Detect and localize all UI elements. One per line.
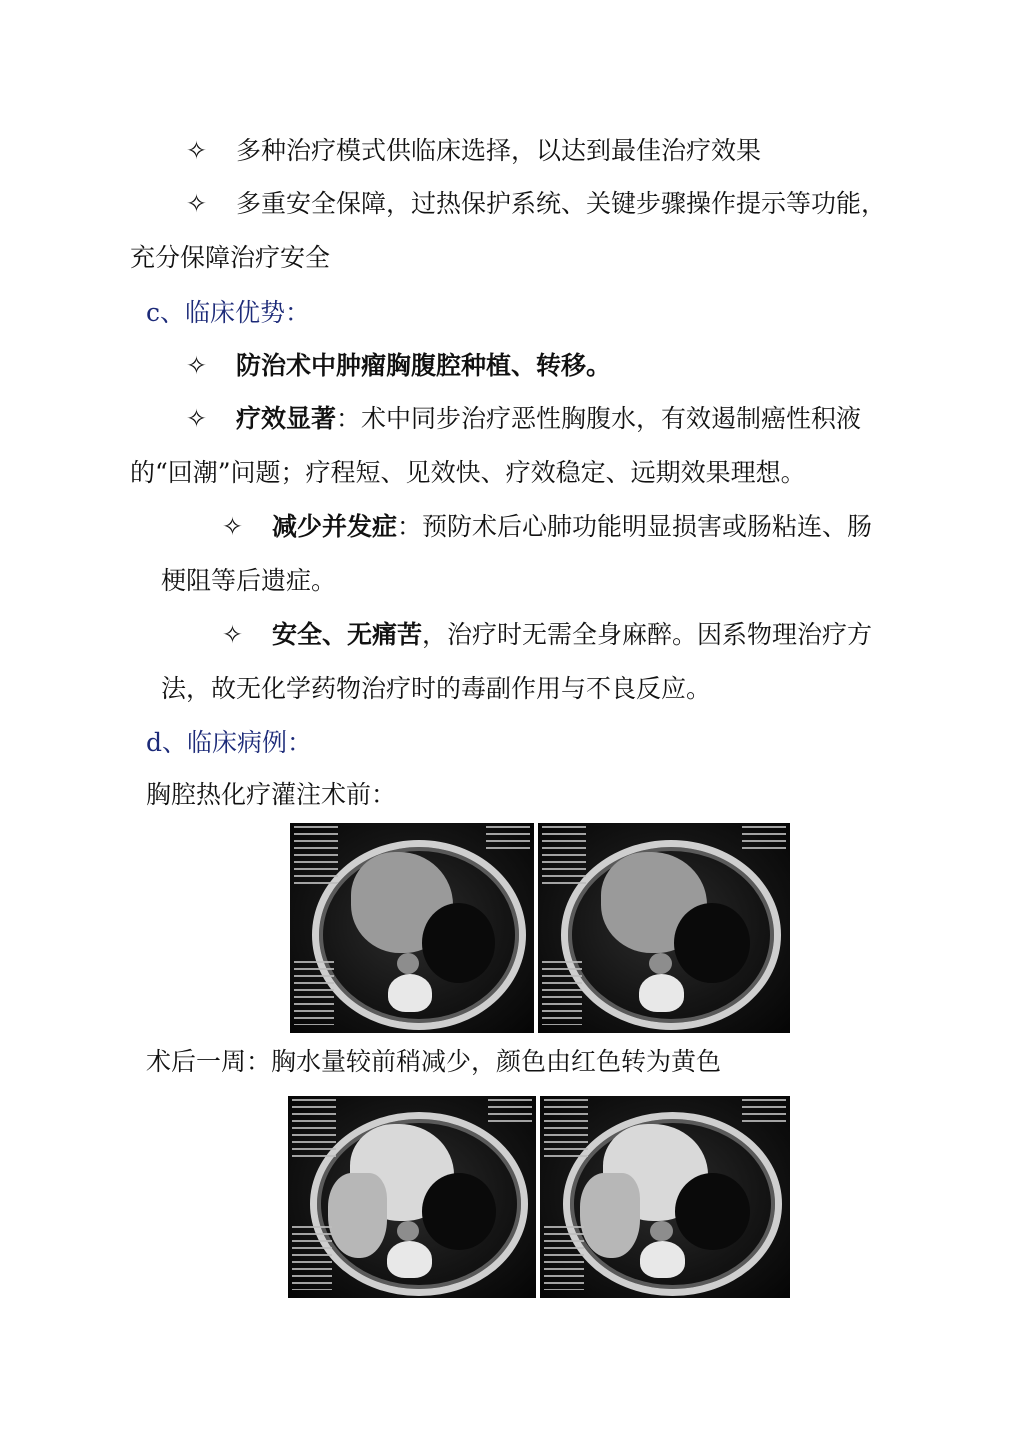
diamond-bullet-icon: ✧ bbox=[186, 136, 207, 165]
continuation-line: 的“回潮”问题；疗程短、见效快、疗效稳定、远期效果理想。 bbox=[130, 458, 806, 487]
section-heading-d: d、临床病例： bbox=[146, 728, 313, 757]
bullet-text: 多种治疗模式供临床选择，以达到最佳治疗效果 bbox=[236, 136, 762, 165]
ct-scan-pair-after bbox=[288, 1096, 790, 1298]
ct-scan-pair-before bbox=[290, 823, 790, 1033]
caption-after-one-week: 术后一周：胸水量较前稍减少，颜色由红色转为黄色 bbox=[146, 1047, 722, 1076]
diamond-bullet-icon: ✧ bbox=[222, 512, 243, 541]
continuation-line: 充分保障治疗安全 bbox=[130, 243, 331, 272]
bullet-text: ：预防术后心肺功能明显损害或肠粘连、肠 bbox=[397, 512, 873, 541]
bullet-strong-text: 疗效显著 bbox=[236, 404, 337, 433]
bullet-line-5 bbox=[222, 512, 872, 542]
ct-scan-image bbox=[290, 823, 534, 1033]
bullet-text: 多重安全保障，过热保护系统、关键步骤操作提示等功能， bbox=[236, 189, 887, 218]
diamond-bullet-icon: ✧ bbox=[186, 351, 207, 380]
diamond-bullet-icon: ✧ bbox=[222, 620, 243, 649]
bullet-strong-text: 减少并发症 bbox=[272, 512, 398, 541]
bullet-line-2 bbox=[186, 189, 886, 219]
bullet-text: ：术中同步治疗恶性胸腹水，有效遏制癌性积液 bbox=[336, 404, 862, 433]
continuation-line: 梗阻等后遗症。 bbox=[161, 566, 337, 595]
bullet-text: ，治疗时无需全身麻醉。因系物理治疗方 bbox=[422, 620, 873, 649]
bullet-line-1 bbox=[186, 136, 761, 166]
bullet-line-4 bbox=[186, 404, 861, 434]
caption-before-treatment: 胸腔热化疗灌注术前： bbox=[146, 780, 397, 809]
ct-scan-image bbox=[540, 1096, 790, 1298]
continuation-line: 法，故无化学药物治疗时的毒副作用与不良反应。 bbox=[161, 674, 712, 703]
bullet-strong-text: 安全、无痛苦 bbox=[272, 620, 423, 649]
diamond-bullet-icon: ✧ bbox=[186, 404, 207, 433]
bullet-line-6 bbox=[222, 620, 872, 650]
section-heading-c: c、临床优势： bbox=[146, 298, 311, 327]
bullet-strong-text: 防治术中肿瘤胸腹腔种植、转移。 bbox=[236, 351, 612, 380]
ct-scan-image bbox=[538, 823, 790, 1033]
ct-scan-image bbox=[288, 1096, 536, 1298]
bullet-line-3 bbox=[186, 351, 611, 381]
diamond-bullet-icon: ✧ bbox=[186, 189, 207, 218]
